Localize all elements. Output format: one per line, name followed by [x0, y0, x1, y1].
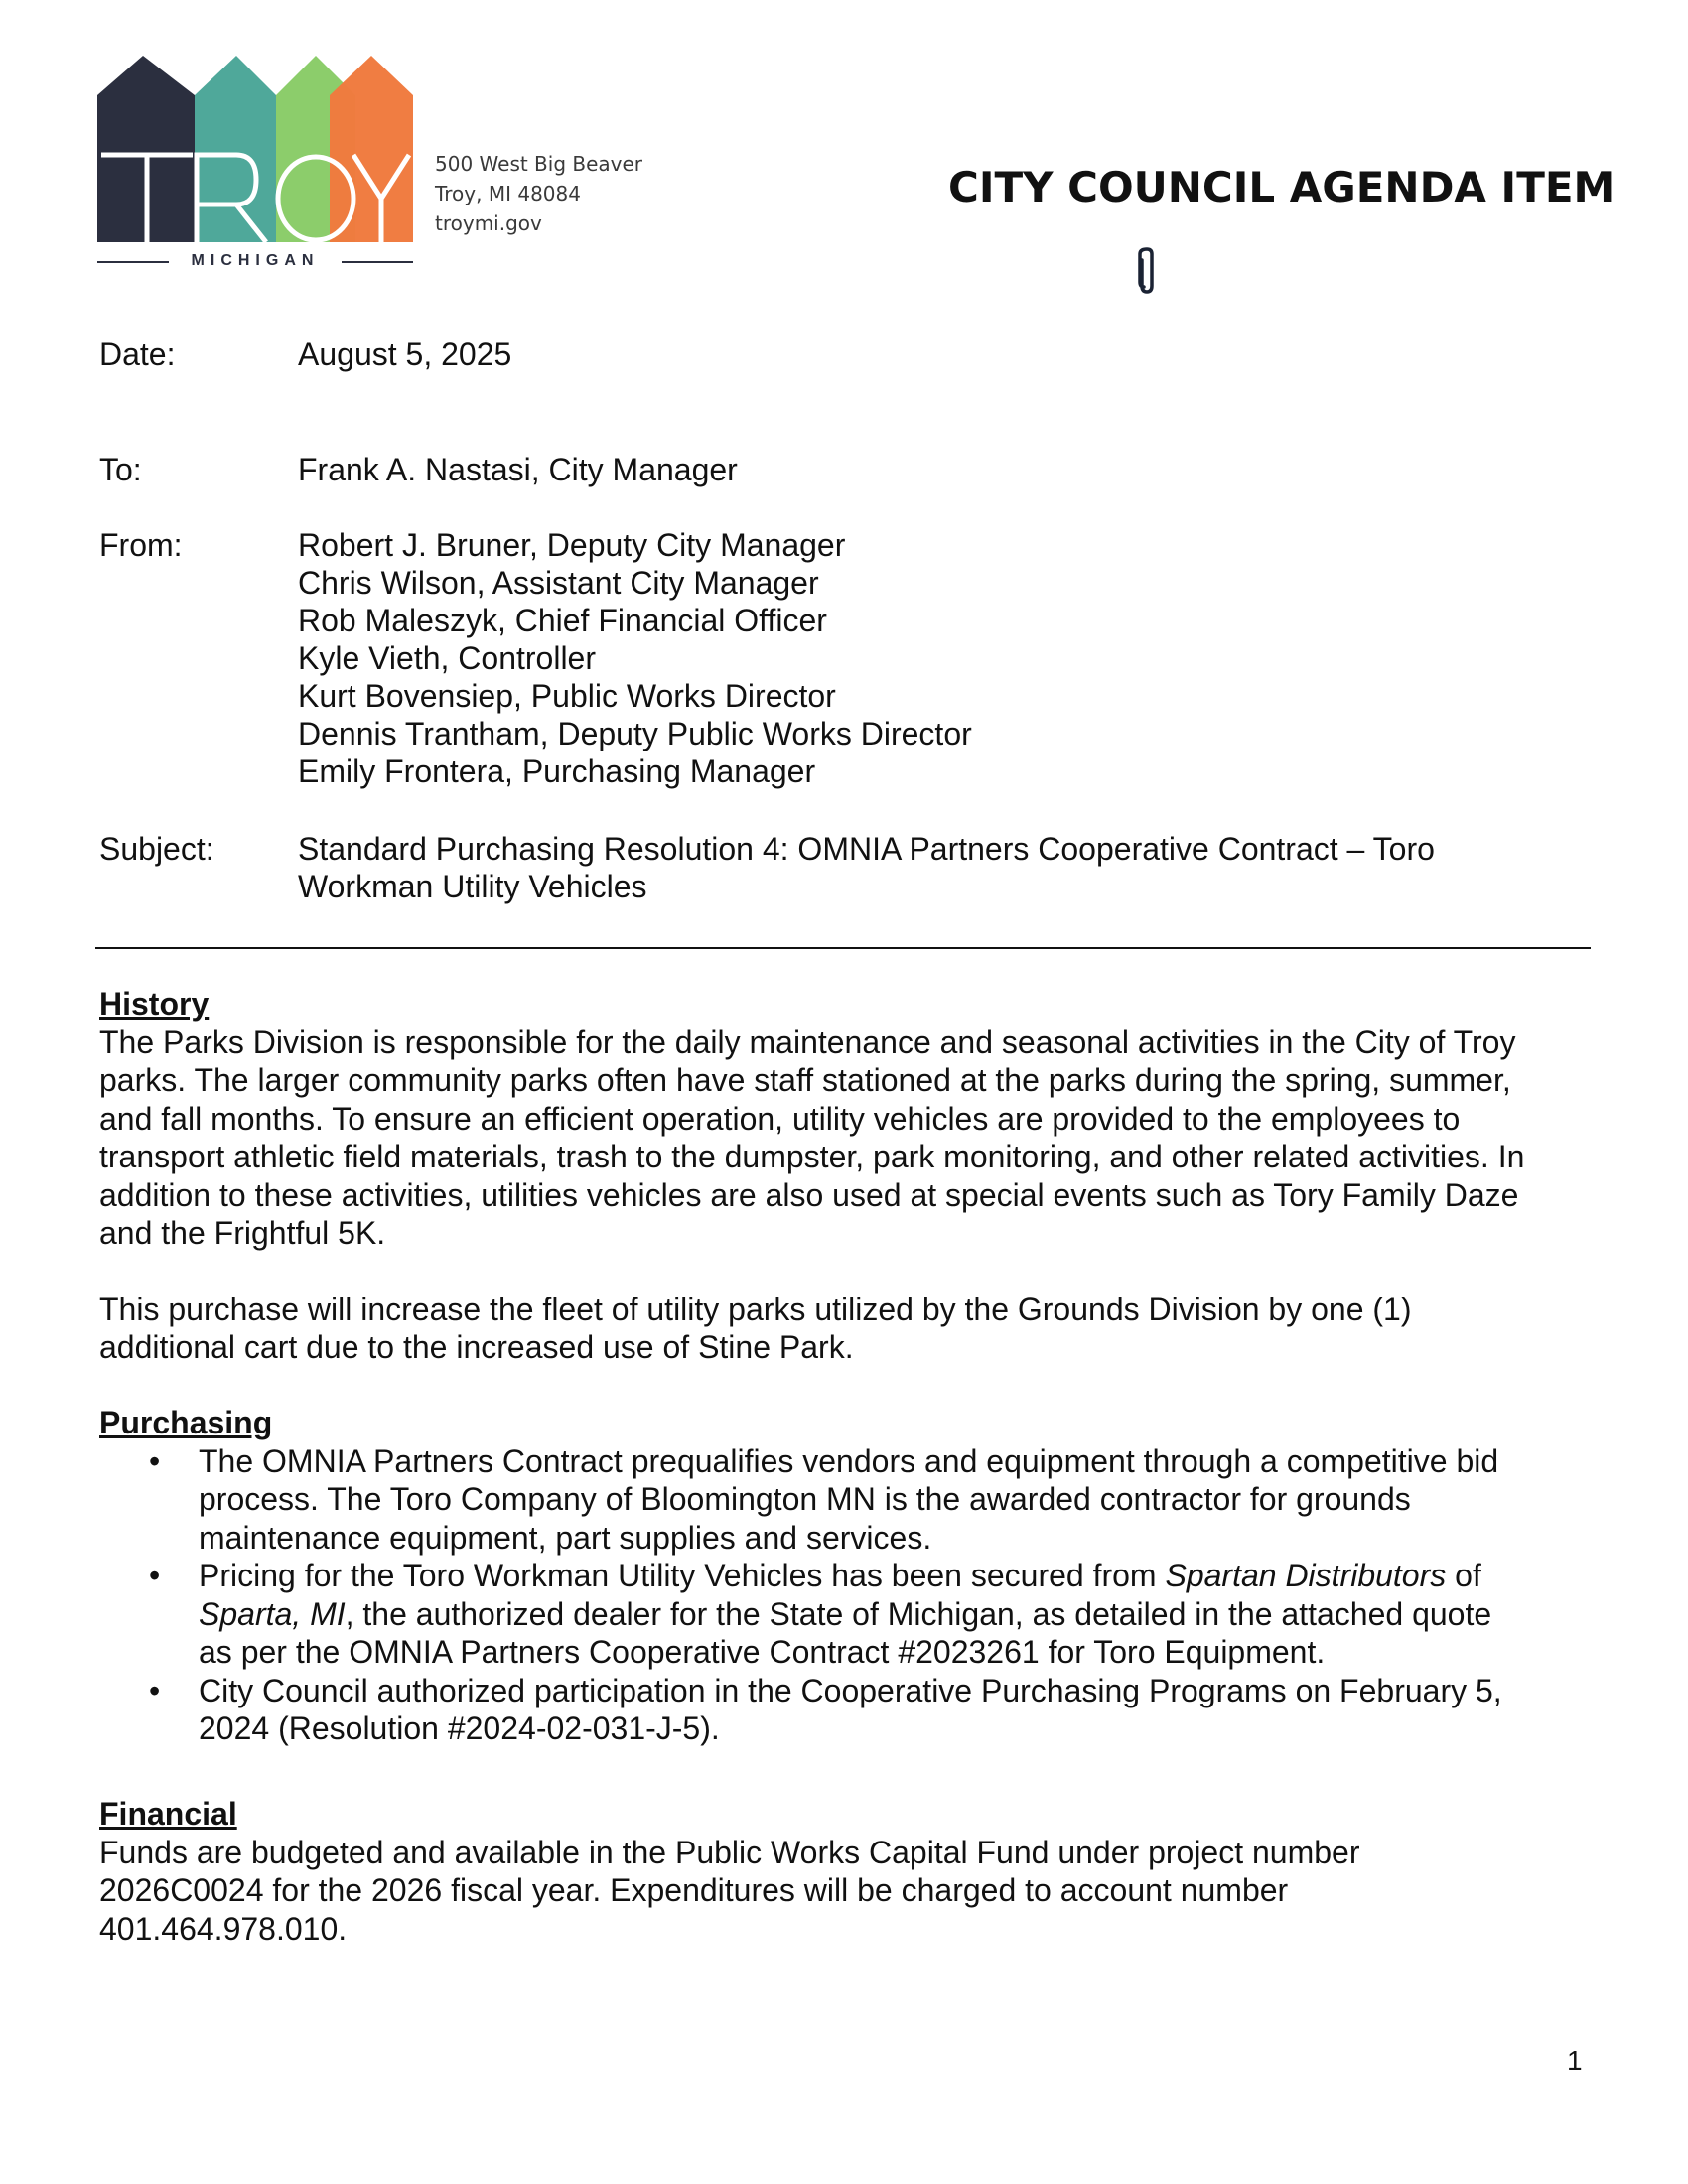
distributor-name: Spartan Distributors: [1165, 1558, 1447, 1593]
address-city: Troy, MI 48084: [435, 182, 581, 205]
city-address: [435, 149, 642, 238]
troy-logo: [97, 56, 413, 274]
subject-label: Subject:: [99, 831, 214, 867]
address-street: 500 West Big Beaver: [435, 152, 643, 176]
history-paragraph-1: [99, 1024, 1589, 1253]
purchasing-section: [99, 1404, 1589, 1748]
text-line: transport athletic field materials, trash to the dumpster, park monitoring, and other related activities. In: [99, 1139, 1525, 1174]
text-line: 401.464.978.010.: [99, 1910, 348, 1947]
date-value: August 5, 2025: [298, 337, 512, 372]
to-label: To:: [99, 452, 142, 487]
bullet-item: [99, 1672, 1589, 1748]
text-line: and the Frightful 5K.: [99, 1215, 386, 1251]
text-line: parks. The larger community parks often have staff stationed at the parks during the spring, summer,: [99, 1062, 1511, 1098]
text-line: City Council authorized participation in the Cooperative Purchasing Programs on February 5,: [199, 1672, 1502, 1708]
subject-line: Workman Utility Vehicles: [298, 869, 647, 904]
address-website: troymi.gov: [435, 211, 542, 235]
from-name: Robert J. Bruner, Deputy City Manager: [298, 527, 846, 563]
text-line: The OMNIA Partners Contract prequalifies vendors and equipment through a competitive bid: [199, 1442, 1499, 1479]
from-name: Kurt Bovensiep, Public Works Director: [298, 678, 836, 714]
financial-heading: Financial: [99, 1796, 237, 1832]
financial-paragraph: [99, 1834, 1589, 1949]
from-name: Dennis Trantham, Deputy Public Works Director: [298, 716, 972, 751]
bullet-glyph: •: [149, 1672, 161, 1708]
date-label: Date:: [99, 337, 176, 372]
to-value: Frank A. Nastasi, City Manager: [298, 452, 738, 487]
bullet-glyph: •: [149, 1558, 161, 1593]
text-line: additional cart due to the increased use of Stine Park.: [99, 1329, 854, 1365]
purchasing-bullets: [99, 1442, 1589, 1748]
text-run: , the authorized dealer for the State of Michigan, as detailed in the attached quote: [345, 1595, 1492, 1632]
text-line: 2026C0024 for the 2026 fiscal year. Expenditures will be charged to account number: [99, 1872, 1289, 1908]
from-list: [298, 526, 972, 790]
text-run: Pricing for the Toro Workman Utility Vehicles has been secured from: [199, 1558, 1166, 1593]
text-line: This purchase will increase the fleet of utility parks utilized by the Grounds Division by one (1): [99, 1291, 1412, 1327]
history-section: [99, 985, 1589, 1367]
from-name: Chris Wilson, Assistant City Manager: [298, 565, 819, 601]
bullet-item: [99, 1442, 1589, 1558]
page-number: 1: [1567, 2045, 1583, 2076]
subject-value: [298, 830, 1435, 905]
history-paragraph-2: [99, 1291, 1589, 1367]
from-name: Rob Maleszyk, Chief Financial Officer: [298, 603, 827, 638]
purchasing-heading: Purchasing: [99, 1405, 273, 1440]
text-line: addition to these activities, utilities vehicles are also used at special events such as Tory Family Daze: [99, 1176, 1519, 1213]
financial-section: [99, 1795, 1589, 1948]
paperclip-icon: [1132, 246, 1162, 296]
text-line: process. The Toro Company of Bloomington MN is the awarded contractor for grounds: [199, 1481, 1411, 1517]
from-name: Kyle Vieth, Controller: [298, 640, 596, 676]
header-divider: [95, 947, 1591, 949]
text-line: Funds are budgeted and available in the Public Works Capital Fund under project number: [99, 1834, 1360, 1870]
from-label: From:: [99, 527, 183, 563]
distributor-location: Sparta, MI: [199, 1595, 346, 1632]
bullet-glyph: •: [149, 1442, 161, 1479]
logo-town-name: MICHIGAN: [97, 252, 413, 270]
text-line: maintenance equipment, part supplies and services.: [199, 1519, 932, 1556]
text-run: of: [1446, 1558, 1481, 1593]
history-heading: History: [99, 986, 210, 1022]
from-name: Emily Frontera, Purchasing Manager: [298, 753, 816, 789]
troy-logo-mark: [97, 56, 413, 254]
text-line: The Parks Division is responsible for the daily maintenance and seasonal activities in the City of Troy: [99, 1024, 1516, 1060]
text-line: 2024 (Resolution #2024-02-031-J-5).: [199, 1710, 720, 1746]
text-line: as per the OMNIA Partners Cooperative Contract #2023261 for Toro Equipment.: [199, 1634, 1326, 1670]
agenda-title: CITY COUNCIL AGENDA ITEM: [948, 163, 1616, 211]
bullet-item: [99, 1557, 1589, 1672]
text-line: and fall months. To ensure an efficient operation, utility vehicles are provided to the employees to: [99, 1100, 1461, 1137]
subject-line: Standard Purchasing Resolution 4: OMNIA Partners Cooperative Contract – Toro: [298, 831, 1435, 867]
